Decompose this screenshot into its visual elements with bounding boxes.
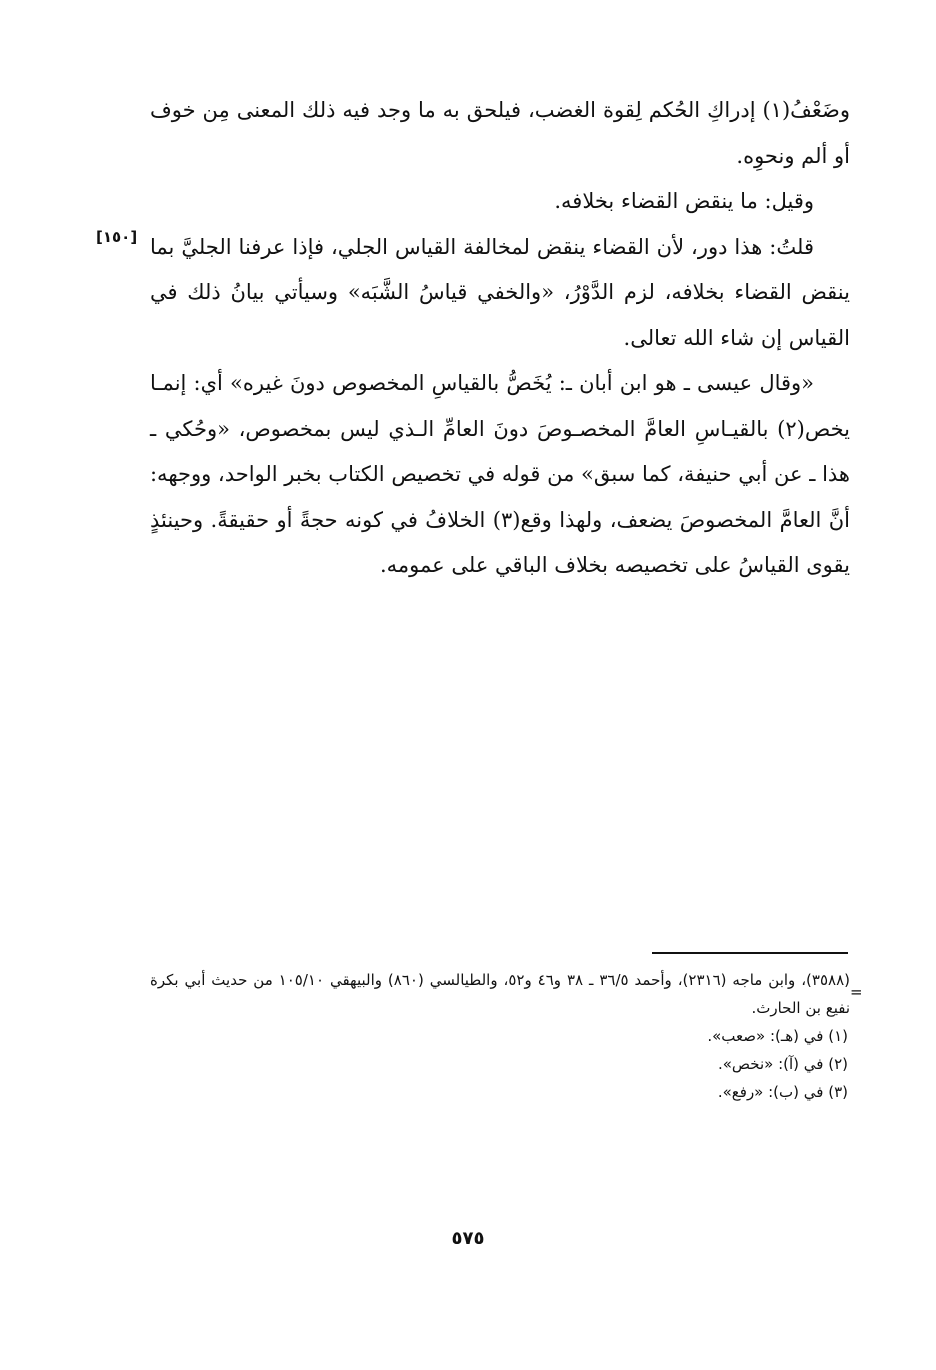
page-number: ٥٧٥ [451,1228,485,1249]
main-paragraph-1: وضَعْفُ(١) إدراكِ الحُكم لِقوة الغضب، فيلحق به ما وجد فيه ذلك المعنى مِن خوف أو ألم ونحوِه. [150,98,850,168]
footnote-item-2: (٢) في (آ): «نخص». [717,1055,848,1073]
main-text-block [150,88,850,589]
footnote-continuation-marker: = [850,983,863,1001]
footnote-continuation-text: (٣٥٨٨)، وابن ماجه (٢٣١٦)، وأحمد ٣٦/٥ ـ ٣٨ و٤٦ و٥٢، والطيالسي (٨٦٠) والبيهقي ١٠٥/١٠ من حديث أبي بكرة نفيع بن الحارث. [150,971,851,1017]
margin-page-reference: [١٥٠] [96,228,138,246]
main-paragraph-2: وقيل: ما ينقض القضاء بخلافه. [554,189,814,213]
main-paragraph-4: «وقال عيسى ـ هو ابن أبان ـ: يُخَصُّ بالقياسِ المخصوص دونَ غيره» أي: إنمـا يخص(٢) بالقيـاسِ العامَّ المخصـوصَ دونَ العامِّ الـذي ليس بمخصوص، «وحُكي ـ هذا ـ عن أبي حنيفة، كما سبق» من قوله في تخصيص الكتاب بخبر الواحد، ووجهه: أنَّ العامَّ المخصوصَ يضعف، ولهذا وقع(٣) الخلافُ في كونه حجةً أو حقيقةً. وحينئذٍ يقوى القياسُ على تخصيصه بخلاف الباقي على عمومه. [149,371,850,577]
footnotes-block [150,966,863,1106]
footnote-item-1: (١) في (هـ): «صعب». [707,1027,848,1045]
main-paragraph-3: قلتُ: هذا دور، لأن القضاء ينقض لمخالفة القياس الجلي، فإذا عرفنا الجليَّ بما ينقض القضاء بخلافه، لزم الدَّوْرُ، «والخفي قياسُ الشَّبَه» وسيأتي بيانُ ذلك في القياس إن شاء الله تعالى. [150,234,850,350]
footnote-item-3: (٣) في (ب): «رفع». [717,1083,848,1101]
footnote-separator-rule [652,952,848,954]
